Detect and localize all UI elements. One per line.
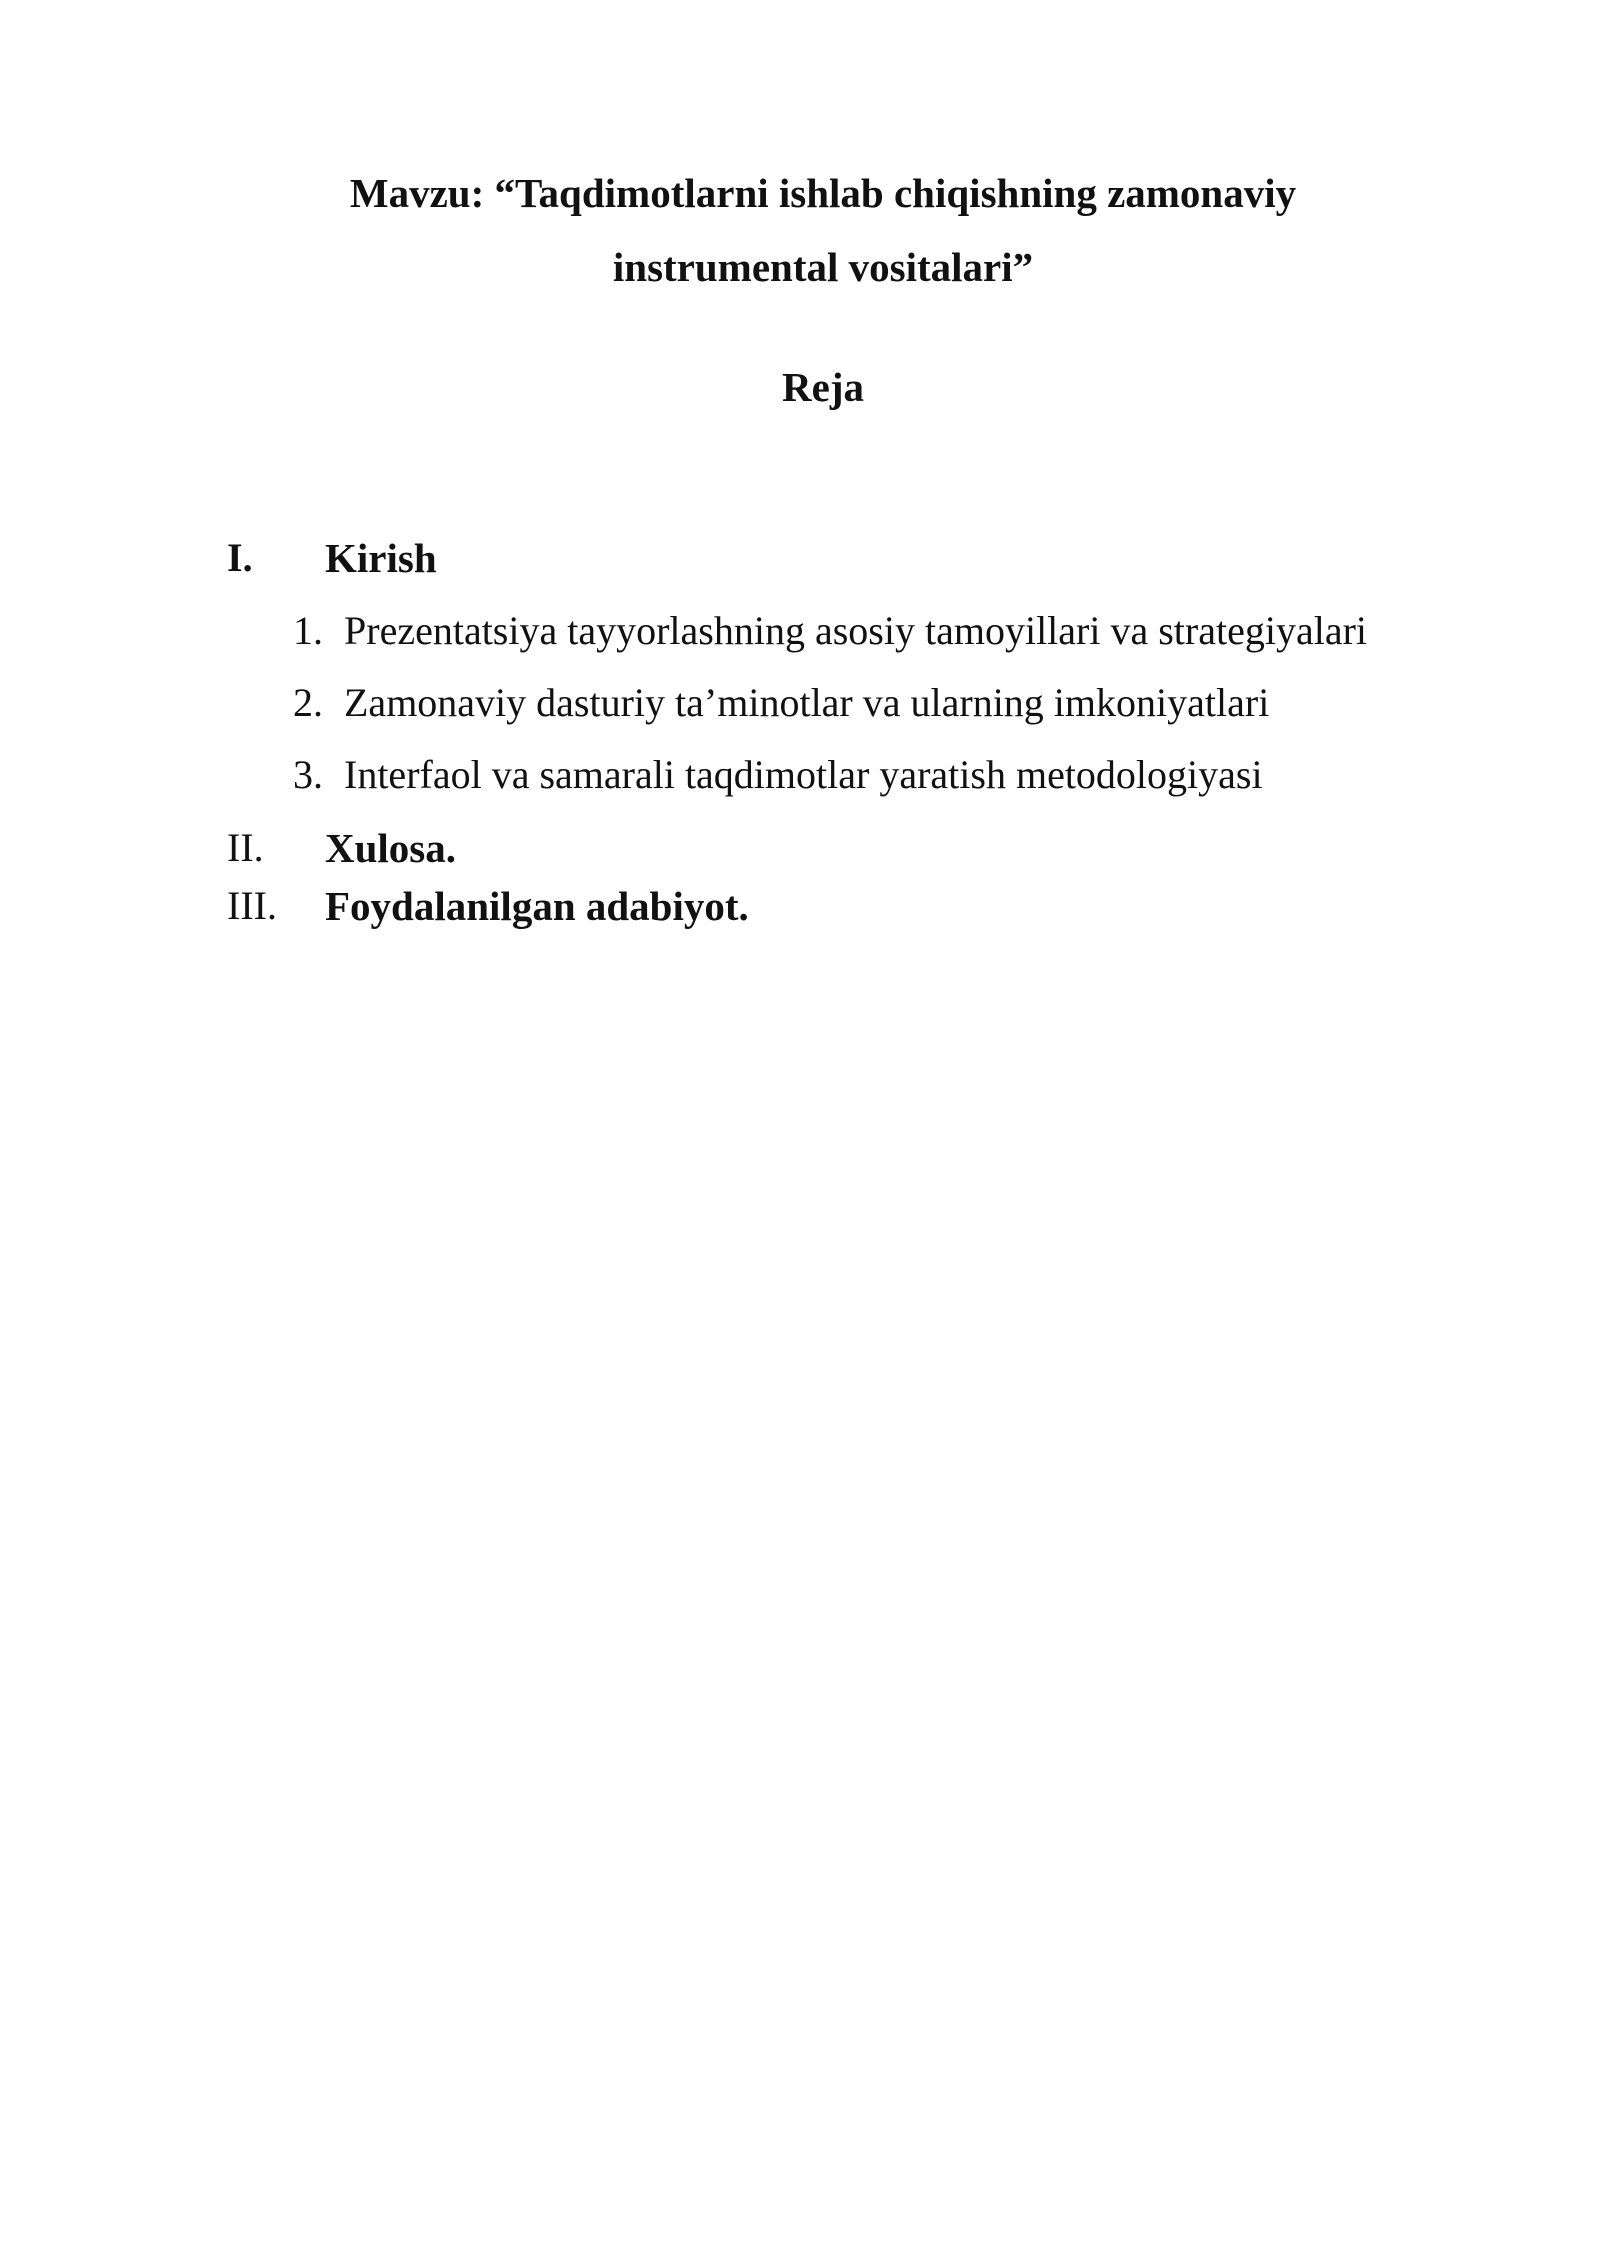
subitem-text: Interfaol va samarali taqdimotlar yaratish metodologiyasi [344,752,1263,797]
document-title-line-1: Mavzu: “Taqdimotlarni ishlab chiqishning zamonaviy [349,170,1297,216]
section-label: Kirish [325,535,437,581]
subitem-text: Zamonaviy dasturiy ta’minotlar va ularning imkoniyatlari [344,680,1270,725]
section-numeral: I. [227,535,253,580]
document-title-line-2: instrumental vositalari” [612,244,1034,290]
section-label: Foydalanilgan adabiyot. [325,883,749,929]
section-label: Xulosa. [325,825,457,871]
subitem-number: 3. [293,752,323,797]
subitem-text: Prezentatsiya tayyorlashning asosiy tamoyillari va strategiyalari [344,608,1368,653]
section-numeral: II. [227,825,264,870]
subitem-number: 1. [293,608,323,653]
plan-heading: Reja [782,364,864,410]
subitem-number: 2. [293,680,323,725]
section-numeral: III. [227,883,277,928]
